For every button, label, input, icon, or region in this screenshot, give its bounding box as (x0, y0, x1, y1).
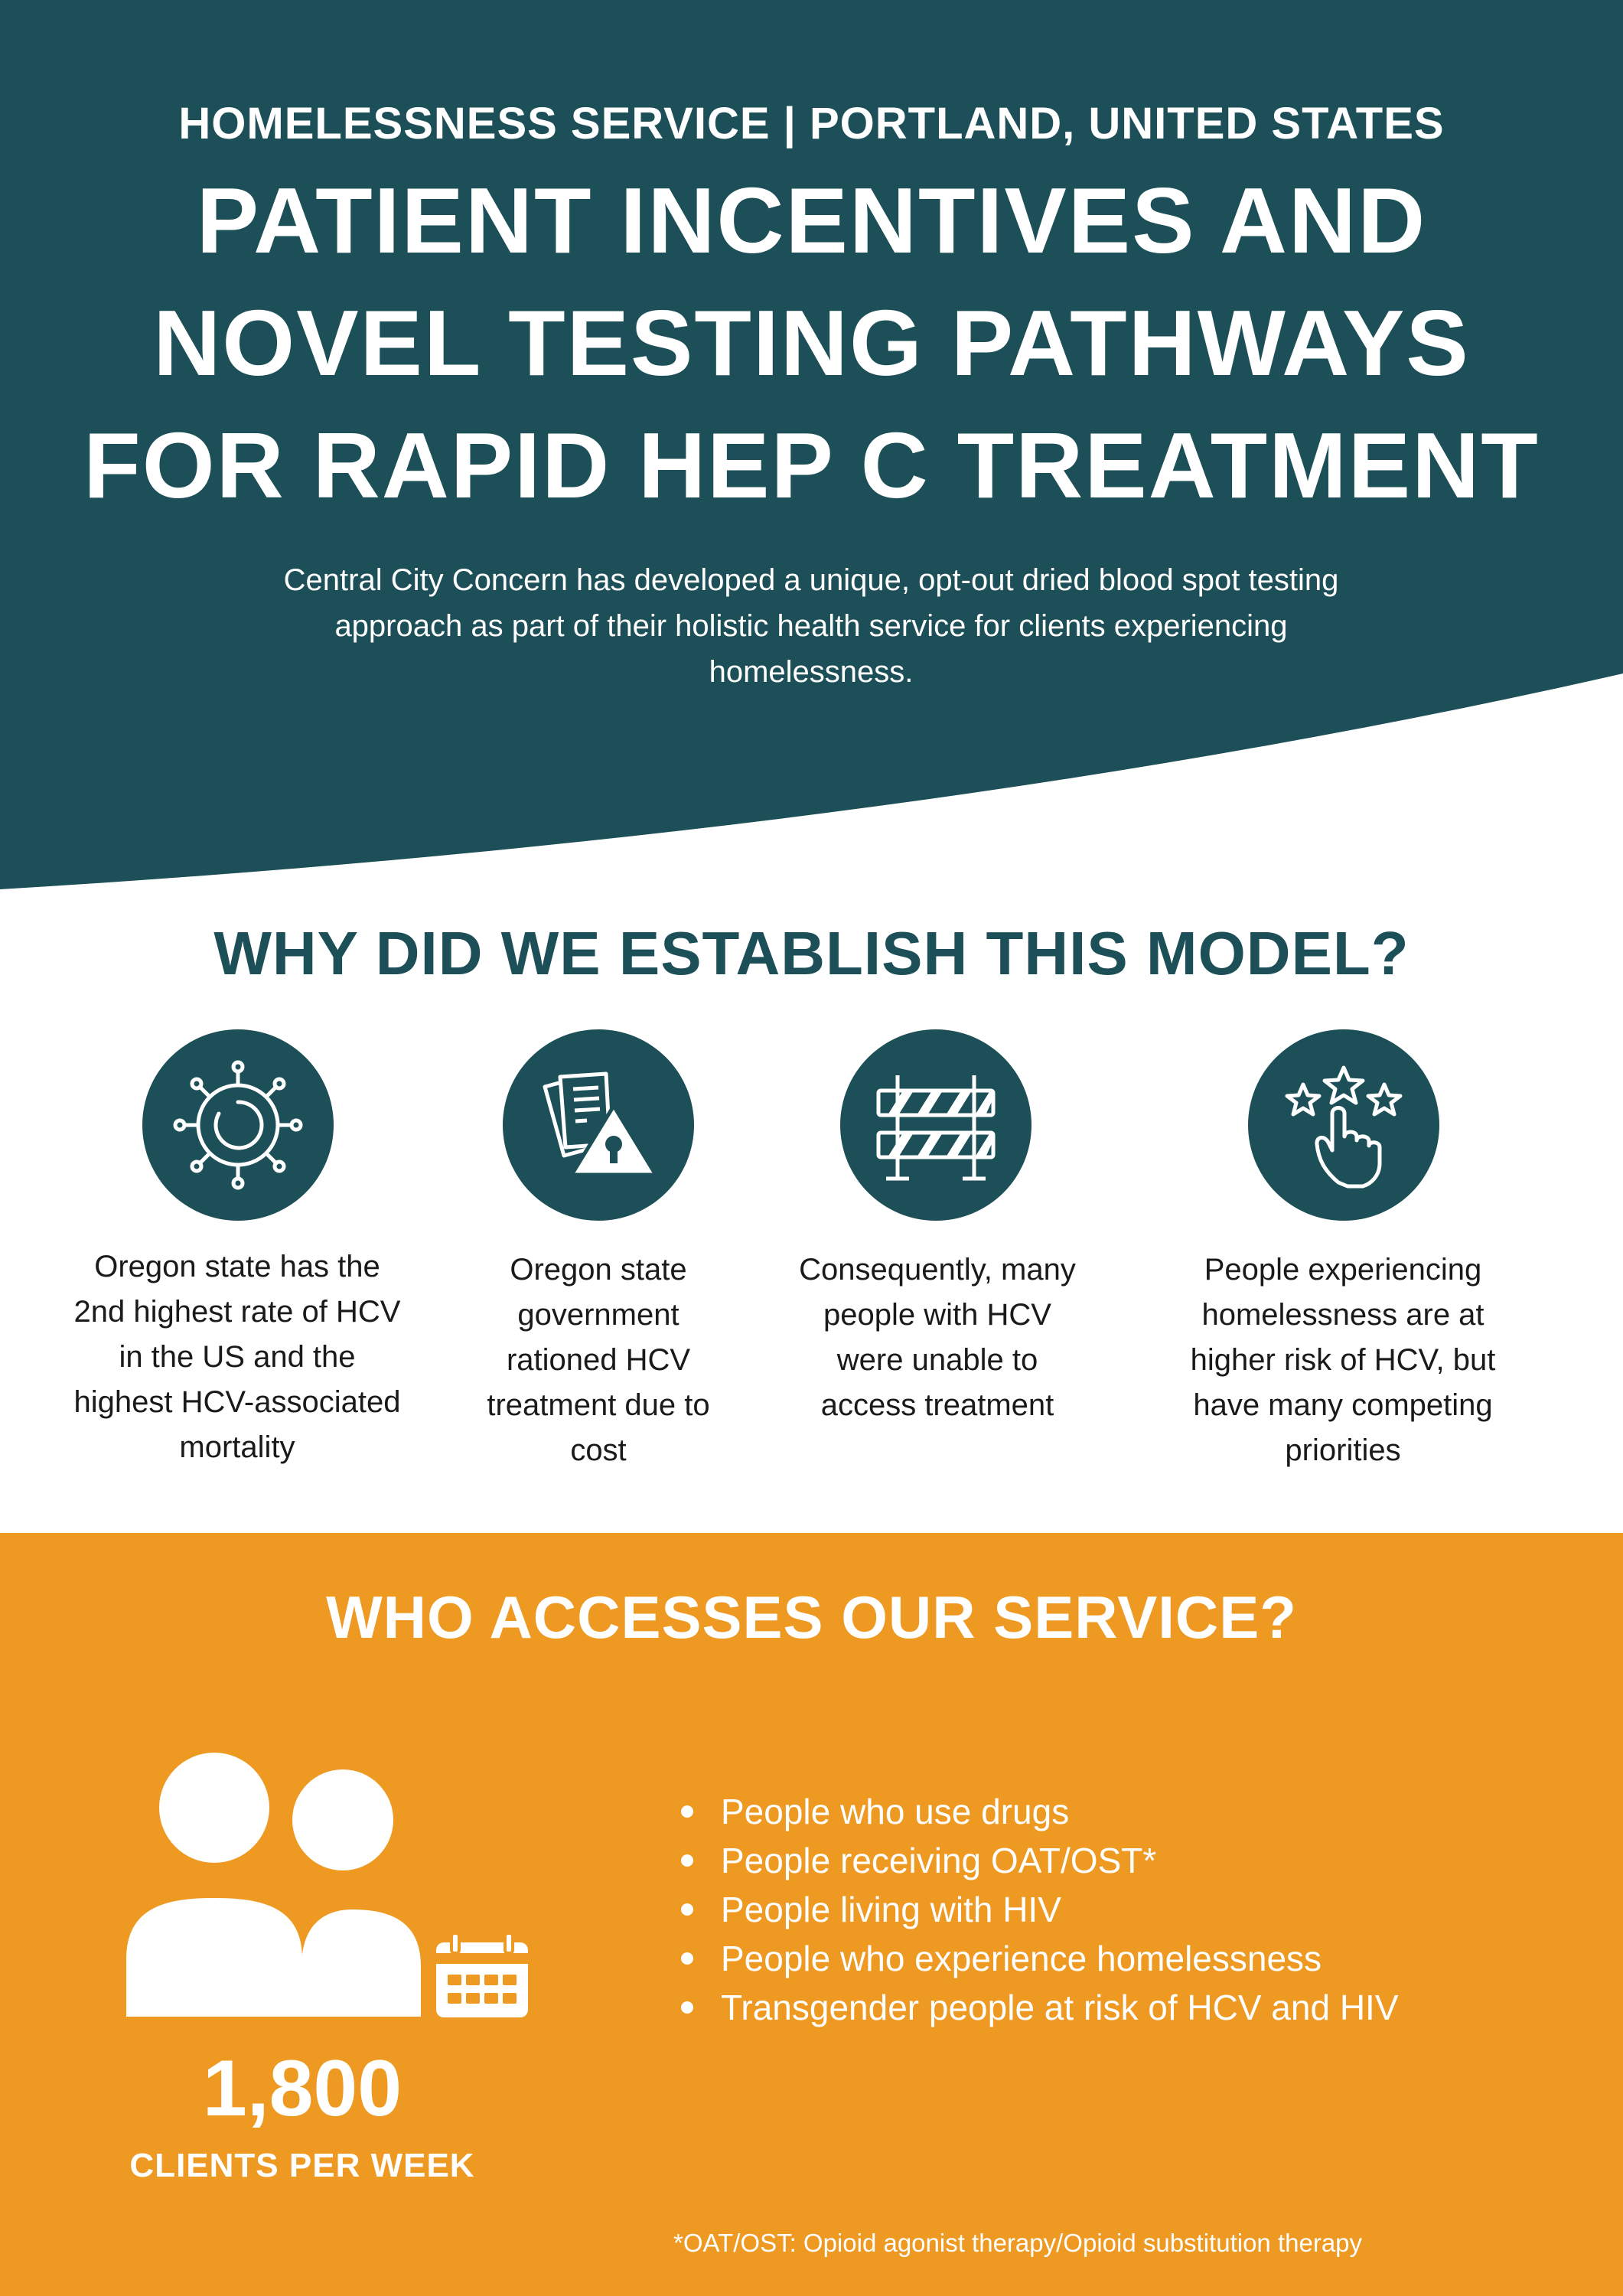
why-text-1: Oregon state has the 2nd highest rate of HCV in the US and the highest HCV-associated mortality (73, 1250, 401, 1464)
bullet-icon (681, 1903, 693, 1916)
clients-count-label: CLIENTS PER WEEK (129, 2147, 475, 2184)
why-text-2: Oregon state government rationed HCV treatment due to cost (487, 1253, 710, 1467)
who-list (673, 1787, 1561, 2032)
who-heading: WHO ACCESSES OUR SERVICE? (326, 1583, 1297, 1651)
bullet-icon (681, 1854, 693, 1867)
header-title-line-2: NOVEL TESTING PATHWAYS (153, 291, 1470, 395)
barrier-icon (840, 1029, 1031, 1221)
clients-count: 1,800 (202, 2044, 402, 2133)
why-text-3: Consequently, many people with HCV were unable to access treatment (799, 1253, 1076, 1422)
list-item: People receiving OAT/OST* (673, 1836, 1561, 1885)
header-title-line-1: PATIENT INCENTIVES AND (196, 168, 1427, 272)
documents-warning-icon (503, 1029, 694, 1221)
list-item: People who use drugs (673, 1787, 1561, 1836)
list-item: Transgender people at risk of HCV and HIV (673, 1983, 1561, 2032)
why-heading: WHY DID WE ESTABLISH THIS MODEL? (213, 919, 1410, 987)
bullet-icon (681, 1805, 693, 1818)
list-item: People who experience homelessness (673, 1934, 1561, 1983)
header-title-line-3: FOR RAPID HEP C TREATMENT (83, 413, 1540, 517)
stars-hand-icon (1248, 1029, 1439, 1221)
bullet-icon (681, 2001, 693, 2014)
why-text-4: People experiencing homelessness are at higher risk of HCV, but have many competing priorities (1190, 1253, 1496, 1467)
people-calendar-icon (122, 1753, 536, 2028)
virus-icon (142, 1029, 334, 1221)
header-subtitle: HOMELESSNESS SERVICE | PORTLAND, UNITED STATES (178, 99, 1445, 148)
header-description: Central City Concern has developed a unique, opt-out dried blood spot testing approach as part of their holistic health service for clients experiencing homelessness. (283, 563, 1339, 689)
bullet-icon (681, 1952, 693, 1965)
list-item: People living with HIV (673, 1885, 1561, 1934)
footnote: *OAT/OST: Opioid agonist therapy/Opioid substitution therapy (673, 2229, 1363, 2257)
